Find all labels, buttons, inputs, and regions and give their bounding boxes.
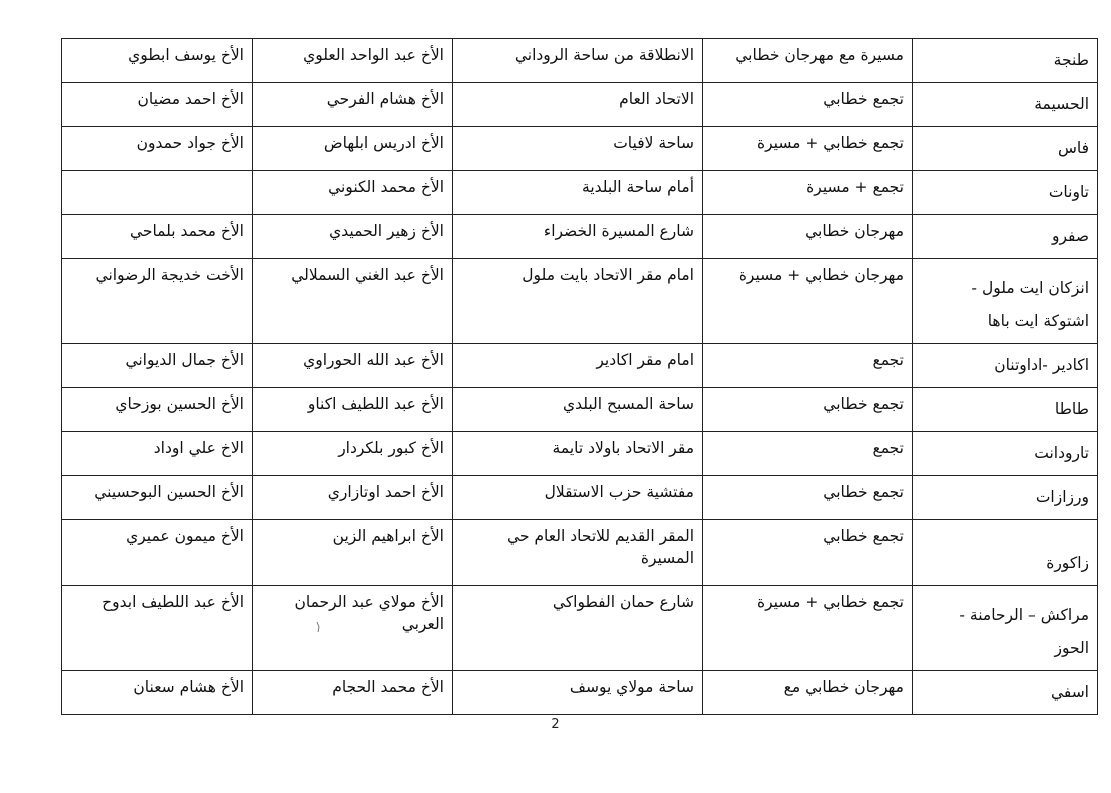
official-cell: الأخت خديجة الرضواني [62,259,253,344]
location-cell: ساحة مولاي يوسف [453,671,703,715]
table-row [62,388,1098,432]
official-cell: الأخ ابراهيم الزين [253,520,453,586]
location-cell: مفتشية حزب الاستقلال [453,476,703,520]
page-number: 2 [551,717,560,732]
city-cell: اكادير -اداوتنان [913,344,1098,388]
official-cell: الأخ الحسين بوزحاي [62,388,253,432]
official-cell: الأخ كبور بلكردار [253,432,453,476]
city-cell: فاس [913,127,1098,171]
activity-cell: مهرجان خطابي مع [703,671,913,715]
table-row [62,215,1098,259]
table-row [62,520,1098,586]
table-row [62,171,1098,215]
city-cell: مراكش – الرحامنة - الحوز [913,586,1098,671]
city-cell: انزكان ايت ملول - اشتوكة ايت باها [913,259,1098,344]
official-cell: الاخ علي اوداد [62,432,253,476]
table-row [62,344,1098,388]
official-cell: الأخ مولاي عبد الرحمان العربي [253,586,453,671]
activity-cell: تجمع خطابي + مسيرة [703,127,913,171]
table-row [62,476,1098,520]
activity-cell: تجمع خطابي [703,476,913,520]
official-cell: الأخ جمال الديواني [62,344,253,388]
city-cell: تارودانت [913,432,1098,476]
official-cell: الأخ محمد الكنوني [253,171,453,215]
city-cell: تاونات [913,171,1098,215]
location-cell: شارع المسيرة الخضراء [453,215,703,259]
table-row [62,432,1098,476]
location-cell: أمام ساحة البلدية [453,171,703,215]
official-cell: الأخ زهير الحميدي [253,215,453,259]
official-cell: الأخ الحسين البوحسيني [62,476,253,520]
activity-cell: تجمع خطابي [703,83,913,127]
activity-cell: مسيرة مع مهرجان خطابي [703,39,913,83]
location-cell: المقر القديم للاتحاد العام حي المسيرة [453,520,703,586]
official-cell: الأخ ادريس ابلهاض [253,127,453,171]
activity-cell: تجمع خطابي + مسيرة [703,586,913,671]
city-cell: اسفي [913,671,1098,715]
city-cell: صفرو [913,215,1098,259]
official-cell: الأخ عبد اللطيف اكناو [253,388,453,432]
table-row [62,259,1098,344]
activity-cell: تجمع خطابي [703,520,913,586]
activity-cell: تجمع [703,344,913,388]
location-cell: امام مقر اكادير [453,344,703,388]
official-cell [62,171,253,215]
activity-cell: تجمع + مسيرة [703,171,913,215]
table-row [62,127,1098,171]
official-cell: الأخ احمد اوتازاري [253,476,453,520]
activity-cell: مهرجان خطابي + مسيرة [703,259,913,344]
table-row [62,39,1098,83]
official-cell: الأخ هشام سعنان [62,671,253,715]
activity-cell: تجمع [703,432,913,476]
location-cell: الانطلاقة من ساحة الروداني [453,39,703,83]
official-cell: الأخ جواد حمدون [62,127,253,171]
city-cell: ورزازات [913,476,1098,520]
location-cell: ساحة المسبح البلدي [453,388,703,432]
official-cell: الأخ محمد بلماحي [62,215,253,259]
city-cell: طاطا [913,388,1098,432]
table-row [62,586,1098,671]
activity-cell: تجمع خطابي [703,388,913,432]
city-cell: الحسيمة [913,83,1098,127]
official-cell: الأخ احمد مضيان [62,83,253,127]
location-cell: الاتحاد العام [453,83,703,127]
location-cell: شارع حمان الفطواكي [453,586,703,671]
city-cell: طنجة [913,39,1098,83]
location-cell: ساحة لافيات [453,127,703,171]
activity-cell: مهرجان خطابي [703,215,913,259]
location-cell: امام مقر الاتحاد بايت ملول [453,259,703,344]
city-cell: زاكورة [913,520,1098,586]
official-cell: الأخ عبد الغني السملالي [253,259,453,344]
official-cell: الأخ ميمون عميري [62,520,253,586]
location-cell: مقر الاتحاد باولاد تايمة [453,432,703,476]
official-cell: الأخ عبد اللطيف ابدوح [62,586,253,671]
pencil-mark [316,621,322,633]
official-cell: الأخ محمد الحجام [253,671,453,715]
table-row [62,83,1098,127]
table-row [62,671,1098,715]
events-table [61,38,1098,715]
official-cell: الأخ عبد الله الحوراوي [253,344,453,388]
official-cell: الأخ هشام الفرحي [253,83,453,127]
official-cell: الأخ يوسف ابطوي [62,39,253,83]
official-cell: الأخ عبد الواحد العلوي [253,39,453,83]
